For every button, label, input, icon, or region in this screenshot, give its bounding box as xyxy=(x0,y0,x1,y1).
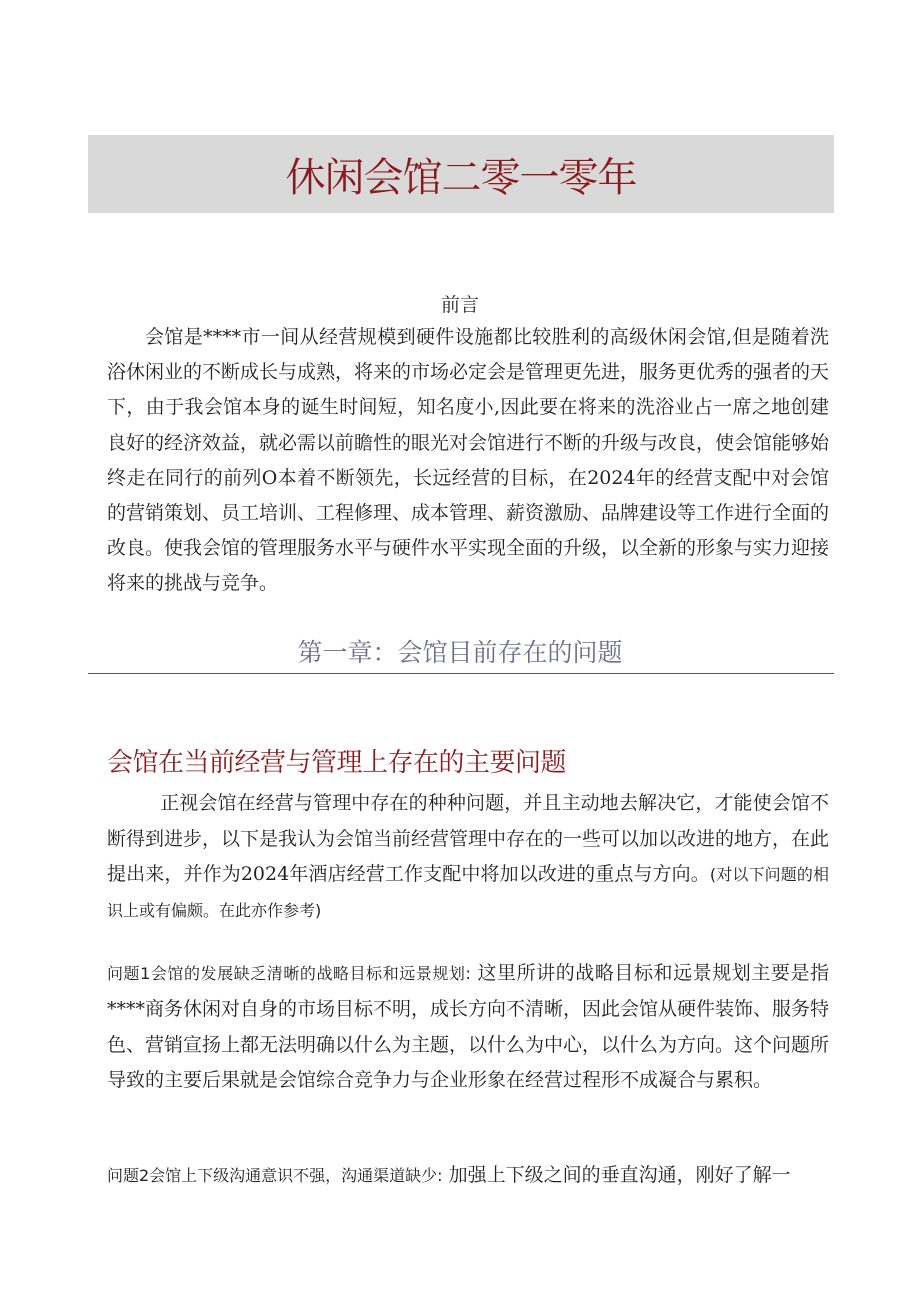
title-banner xyxy=(88,135,834,213)
problem-lead: 问题1会馆的发展缺乏清晰的战略目标和远景规划: xyxy=(107,964,471,983)
preface-heading: 前言 xyxy=(440,294,479,316)
document-title: 休闲会馆二零一零年 xyxy=(285,154,637,201)
chapter-heading: 第一章：会馆目前存在的问题 xyxy=(297,638,623,667)
chapter-divider xyxy=(88,673,834,674)
section-intro-note: (对以下问题的相识上或有偏颇。在此亦作参考) xyxy=(107,865,829,920)
problem-paragraph xyxy=(107,1158,829,1194)
problem-text: 这里所讲的战略目标和远景规划主要是指****商务休闲对自身的市场目标不明，成长方向不清晰，因此会馆从硬件装饰、服务特色、营销宣扬上都无法明确以什么为主题，以什么为中心，以什么为方向。这个问题所导致的主要后果就是会馆综合竞争力与企业形象在经营过程形不成凝合与累积。 xyxy=(107,962,830,1092)
section-heading: 会馆在当前经营与管理上存在的主要问题 xyxy=(107,748,567,778)
problem-text: 加强上下级之间的垂直沟通，刚好了解一 xyxy=(442,1164,791,1186)
section-intro-paragraph xyxy=(107,786,829,928)
preface-paragraph: 会馆是****市一间从经营规模到硬件设施都比较胜利的高级休闲会馆,但是随着洗浴休闲业的不断成长与成熟，将来的市场必定会是管理更先进，服务更优秀的强者的天下，由于我会馆本身的诞生时间短，知名度小,因此要在将来的洗浴业占一席之地创建良好的经济效益，就必需以前瞻性的眼光对会馆进行不断的升级与改良，使会馆能够始终走在同行的前列O本着不断领先，长远经营的目标，在2024年的经营支配中对会馆的营销策划、员工培训、工程修理、成本管理、薪资激励、品牌建设等工作进行全面的改良。使我会馆的管理服务水平与硬件水平实现全面的升级，以全新的形象与实力迎接将来的挑战与竞争。 xyxy=(107,326,830,595)
problem-lead: 问题2会馆上下级沟通意识不强，沟通渠道缺少: xyxy=(107,1166,443,1185)
problem-paragraph xyxy=(107,956,829,1099)
section-intro-text: 正视会馆在经营与管理中存在的种种问题，并且主动地去解决它，才能使会馆不断得到进步，以下是我认为会馆当前经营管理中存在的一些可以加以改进的地方，在此提出来，并作为2024年酒店经营工作支配中将加以改进的重点与方向。 xyxy=(107,792,830,885)
